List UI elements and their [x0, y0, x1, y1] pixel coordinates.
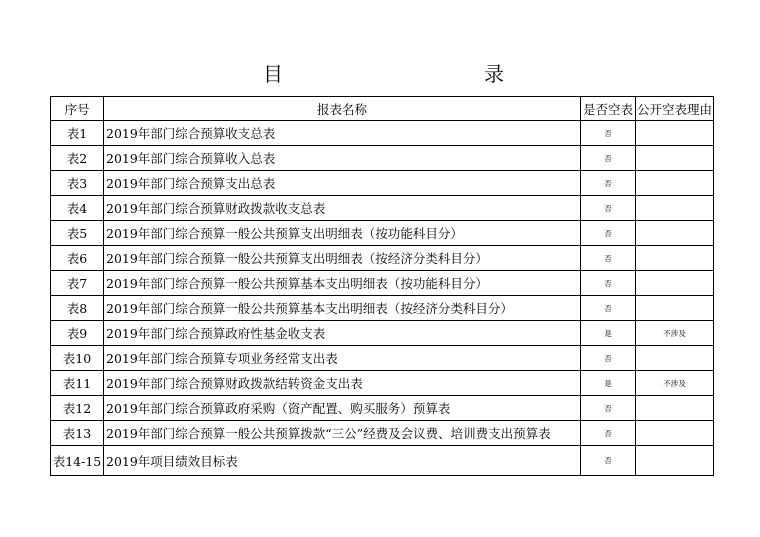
row-serial: 表10 — [51, 346, 104, 371]
row-report-name: 2019年部门综合预算支出总表 — [104, 171, 581, 196]
row-report-name: 2019年部门综合预算一般公共预算支出明细表（按经济分类科目分） — [104, 246, 581, 271]
row-serial: 表8 — [51, 296, 104, 321]
row-is-empty: 否 — [581, 221, 636, 246]
row-serial: 表13 — [51, 421, 104, 446]
row-report-name: 2019年部门综合预算收支总表 — [104, 121, 581, 146]
table-row — [51, 171, 714, 196]
row-empty-reason — [636, 271, 714, 296]
row-serial: 表2 — [51, 146, 104, 171]
row-serial: 表9 — [51, 321, 104, 346]
row-serial: 表1 — [51, 121, 104, 146]
row-is-empty: 否 — [581, 346, 636, 371]
header-report-name: 报表名称 — [104, 97, 581, 121]
row-is-empty: 否 — [581, 171, 636, 196]
row-is-empty: 是 — [581, 371, 636, 396]
report-index-table — [50, 96, 714, 476]
row-report-name: 2019年部门综合预算财政拨款结转资金支出表 — [104, 371, 581, 396]
row-empty-reason — [636, 121, 714, 146]
row-serial: 表12 — [51, 396, 104, 421]
table-header-row — [51, 97, 714, 121]
row-empty-reason — [636, 171, 714, 196]
row-empty-reason — [636, 396, 714, 421]
row-empty-reason — [636, 296, 714, 321]
row-serial: 表5 — [51, 221, 104, 246]
row-is-empty: 否 — [581, 446, 636, 476]
row-report-name: 2019年部门综合预算一般公共预算支出明细表（按功能科目分） — [104, 221, 581, 246]
row-report-name: 2019年部门综合预算一般公共预算基本支出明细表（按功能科目分） — [104, 271, 581, 296]
row-report-name: 2019年项目绩效目标表 — [104, 446, 581, 476]
row-report-name: 2019年部门综合预算一般公共预算基本支出明细表（按经济分类科目分） — [104, 296, 581, 321]
row-is-empty: 否 — [581, 296, 636, 321]
table-row — [51, 371, 714, 396]
row-empty-reason — [636, 146, 714, 171]
row-report-name: 2019年部门综合预算财政拨款收支总表 — [104, 196, 581, 221]
table-row — [51, 296, 714, 321]
row-empty-reason — [636, 246, 714, 271]
row-empty-reason: 不涉及 — [636, 371, 714, 396]
table-row — [51, 271, 714, 296]
row-empty-reason — [636, 346, 714, 371]
row-is-empty: 否 — [581, 246, 636, 271]
row-serial: 表11 — [51, 371, 104, 396]
table-row — [51, 246, 714, 271]
row-report-name: 2019年部门综合预算一般公共预算拨款“三公”经费及会议费、培训费支出预算表 — [104, 421, 581, 446]
row-empty-reason — [636, 446, 714, 476]
row-is-empty: 否 — [581, 146, 636, 171]
title-right-char: 录 — [484, 62, 504, 86]
row-empty-reason — [636, 196, 714, 221]
table-row — [51, 346, 714, 371]
table-row — [51, 396, 714, 421]
row-serial: 表7 — [51, 271, 104, 296]
row-report-name: 2019年部门综合预算政府性基金收支表 — [104, 321, 581, 346]
row-serial: 表4 — [51, 196, 104, 221]
row-report-name: 2019年部门综合预算政府采购（资产配置、购买服务）预算表 — [104, 396, 581, 421]
header-serial: 序号 — [51, 97, 104, 121]
table-row — [51, 196, 714, 221]
row-is-empty: 否 — [581, 196, 636, 221]
row-report-name: 2019年部门综合预算专项业务经常支出表 — [104, 346, 581, 371]
row-is-empty: 否 — [581, 121, 636, 146]
row-empty-reason: 不涉及 — [636, 321, 714, 346]
header-empty-reason: 公开空表理由 — [636, 97, 714, 121]
table-row — [51, 421, 714, 446]
row-serial: 表6 — [51, 246, 104, 271]
table-row — [51, 321, 714, 346]
row-is-empty: 否 — [581, 271, 636, 296]
row-empty-reason — [636, 221, 714, 246]
row-report-name: 2019年部门综合预算收入总表 — [104, 146, 581, 171]
row-is-empty: 否 — [581, 396, 636, 421]
table-row — [51, 146, 714, 171]
row-serial: 表14-15 — [51, 446, 104, 476]
table-row — [51, 446, 714, 476]
row-serial: 表3 — [51, 171, 104, 196]
title-left-char: 目 — [263, 62, 283, 86]
header-is-empty: 是否空表 — [581, 97, 636, 121]
table-row — [51, 121, 714, 146]
row-is-empty: 否 — [581, 421, 636, 446]
table-row — [51, 221, 714, 246]
row-empty-reason — [636, 421, 714, 446]
row-is-empty: 是 — [581, 321, 636, 346]
page-title — [0, 60, 760, 90]
